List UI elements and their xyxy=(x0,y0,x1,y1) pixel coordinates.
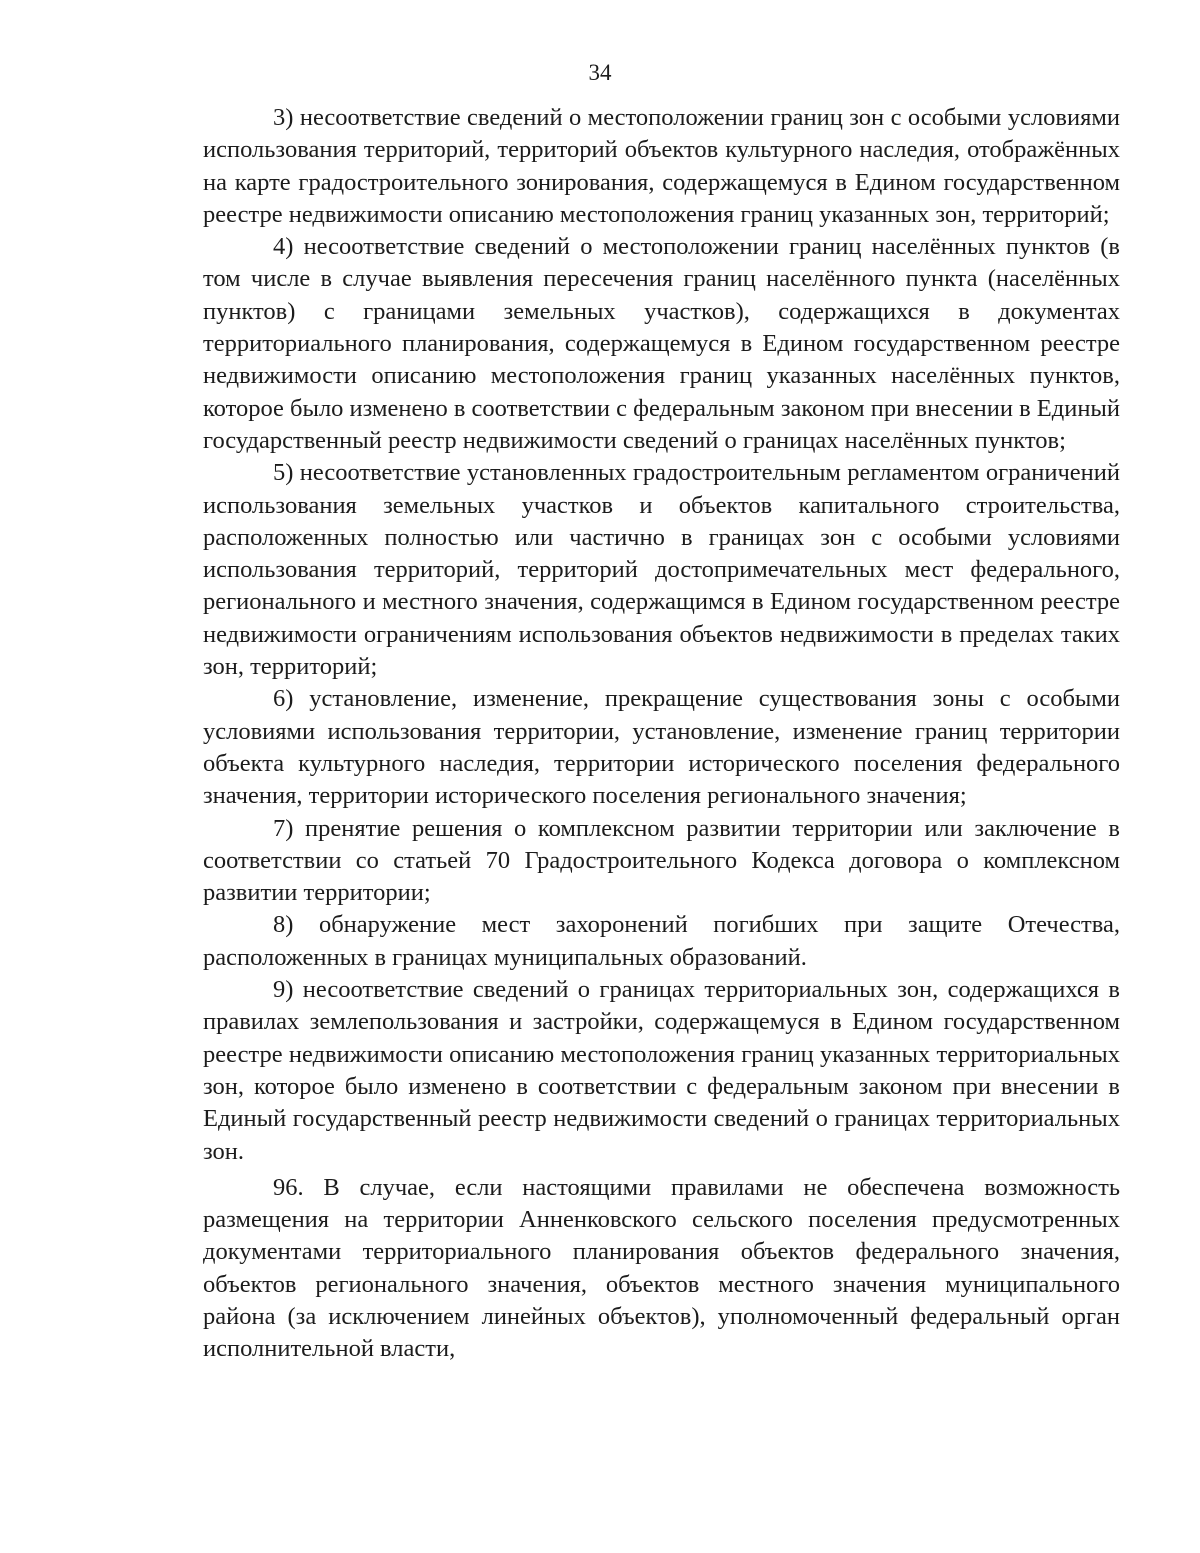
paragraph-item-8: 8) обнаружение мест захоронений погибших при защите Отечества, расположенных в границах муниципальных образований. xyxy=(203,911,1120,971)
page-number: 34 xyxy=(588,60,612,85)
paragraph-item-3: 3) несоответствие сведений о местоположении границ зон с особыми условиями использования территорий, территорий объектов культурного наследия, отображённых на карте градостроительного зонирования, содержащемуся в Едином государственном реестре недвижимости описанию местоположения границ указанных зон, территорий; xyxy=(203,104,1120,228)
paragraph-item-6: 6) установление, изменение, прекращение существования зоны с особыми условиями использования территории, установление, изменение границ территории объекта культурного наследия, территории исторического поселения федерального значения, территории исторического поселения регионального значения; xyxy=(203,685,1120,810)
paragraph-item-4: 4) несоответствие сведений о местоположении границ населённых пунктов (в том числе в случае выявления пересечения границ населённого пункта (населённых пунктов) с границами земельных участков), содержащихся в документах территориального планирования, содержащемуся в Едином государственном реестре недвижимости описанию местоположения границ указанных населённых пунктов, которое было изменено в соответствии с федеральным законом при внесении в Единый государственный реестр недвижимости сведений о границах населённых пунктов; xyxy=(203,233,1120,454)
paragraph-item-5: 5) несоответствие установленных градостроительным регламентом ограничений использования земельных участков и объектов капитального строительства, расположенных полностью или частично в границах зон с особыми условиями использования территорий, территорий достопримечательных мест федерального, регионального и местного значения, содержащимся в Едином государственном реестре недвижимости ограничениям использования объектов недвижимости в пределах таких зон, территорий; xyxy=(203,459,1120,681)
paragraph-item-7: 7) пренятие решения о комплексном развитии территории или заключение в соответствии со статьей 70 Градостроительного Кодекса договора о комплексном развитии территории; xyxy=(203,814,1120,907)
paragraph-item-9: 9) несоответствие сведений о границах территориальных зон, содержащихся в правилах землепользования и застройки, содержащемуся в Едином государственном реестре недвижимости описанию местоположения границ указанных территориальных зон, которое было изменено в соответствии с федеральным законом при внесении в Единый государственный реестр недвижимости сведений о границах территориальных зон. xyxy=(203,976,1120,1165)
paragraph-section-96: 96. В случае, если настоящими правилами не обеспечена возможность размещения на территории Анненковского сельского поселения предусмотренных документами территориального планирования объектов федерального значения, объектов регионального значения, объектов местного значения муниципального района (за исключением линейных объектов), уполномоченный федеральный орган исполнительной власти, xyxy=(203,1173,1120,1363)
document-body xyxy=(203,102,1120,1366)
